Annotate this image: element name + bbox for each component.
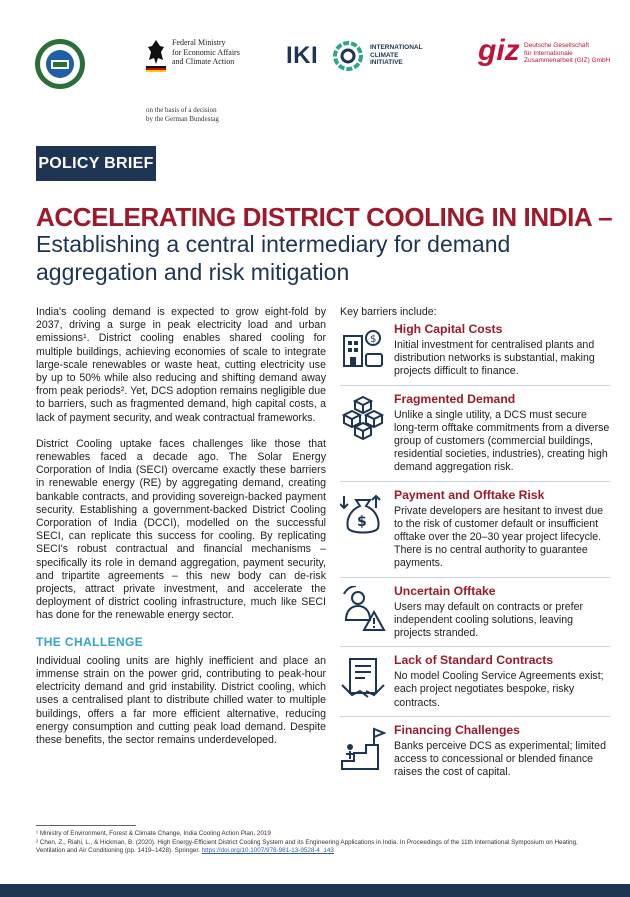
barrier-title: Payment and Offtake Risk <box>394 487 545 502</box>
state-seal-logo <box>34 38 86 90</box>
iki-logo <box>286 40 436 76</box>
subtitle: Establishing a central intermediary for demand aggregation and risk mitigation <box>36 231 511 285</box>
barrier-text: Initial investment for centralised plants and distribution networks is substantial, making projects difficult to finance. <box>394 339 595 378</box>
giz-line: Zusammenarbeit (GIZ) GmbH <box>524 57 611 64</box>
barrier-text: Private developers are hesitant to invest due to the risk of customer default or insufficient offtake over the 20–30 year project lifecycle. There is no central authority to guarantee payments. <box>394 504 604 570</box>
barrier-title: High Capital Costs <box>394 322 503 336</box>
barrier-item <box>340 584 610 648</box>
footnote-rule <box>36 825 136 826</box>
barrier-item <box>340 723 610 786</box>
challenge-paragraph: Individual cooling units are highly inefficient and place an immense strain on the power grid, contributing to peak-hour electricity demand and grid instability. District cooling, which uses a centralised plant to distribute chilled water to multiple buildings, offers a far more efficient alternative, reducing energy consumption and cutting peak load demand. Despite these benefits, the sector remains underdeveloped. <box>36 654 326 747</box>
barrier-text: Unlike a single utility, a DCS must secure long-term offtake commitments from a diverse group of customers (commercial buildings, residential societies, industries), creating high demand aggregation risk. <box>394 408 610 474</box>
svg-text:$: $ <box>370 334 377 345</box>
giz-line: Deutsche Gesellschaft <box>524 42 590 49</box>
stairs-flag-icon <box>340 725 386 771</box>
iki-line: CLIMATE <box>370 51 399 59</box>
giz-logo <box>478 34 618 74</box>
bmwk-sub-line: by the German Bundestag <box>146 115 219 123</box>
barrier-item <box>340 653 610 717</box>
seci-paragraph: District Cooling uptake faces challenges like those that renewables faced a decade ago. The Solar Energy Corporation of India (SECI) overcame exactly these barriers in renewable energy (RE) by aggregating demand, creating bankable contracts, and providing sovereign-backed payment security. Establishing a government-backed District Cooling Corporation of India (DCCI), modelled on the successful SECI, can replicate this success for cooling. By replicating SECI's robust contractual and financial mechanisms – specifically its role in demand aggregation, payment security, and tripartite agreements – this new body can de-risk projects, attract private investment, and accelerate the deployment of district cooling infrastructure, much like SECI has done for the renewable energy sector. <box>36 437 326 622</box>
barrier-item <box>340 392 610 482</box>
cubes-icon <box>340 394 386 440</box>
contract-icon <box>340 655 386 701</box>
barrier-title: Uncertain Offtake <box>394 583 496 598</box>
right-column <box>340 306 610 791</box>
bmwk-line: and Climate Action <box>172 57 235 66</box>
iki-ring-icon <box>332 40 364 72</box>
person-warning-icon <box>340 586 386 632</box>
barrier-text: No model Cooling Service Agreements exist; each project negotiates bespoke, risky contracts. <box>394 670 604 709</box>
iki-wordmark: IKI <box>286 42 319 69</box>
barriers-intro: Key barriers include: <box>340 306 437 318</box>
bmwk-line: Federal Ministry <box>172 38 226 47</box>
footnotes <box>36 830 606 856</box>
barrier-text: Banks perceive DCS as experimental; limited access to concessional or blended finance raises the cost of capital. <box>394 739 606 779</box>
logo-row <box>0 28 630 128</box>
bmwk-sub-line: on the basis of a decision <box>146 106 217 114</box>
barrier-item <box>340 488 610 578</box>
footnote-1: ¹ Ministry of Environment, Forest & Climate Change, India Cooling Action Plan, 2019 <box>36 830 271 837</box>
svg-text:$: $ <box>357 513 367 530</box>
iki-line: INTERNATIONAL <box>370 44 423 51</box>
barrier-text: Users may default on contracts or prefer independent cooling solutions, leaving projects stranded. <box>394 600 584 640</box>
main-title: ACCELERATING DISTRICT COOLING IN INDIA – <box>36 202 613 232</box>
intro-paragraph: India's cooling demand is expected to grow eight-fold by 2037, driving a surge in peak electricity load and urban emissions¹. District cooling enables shared cooling for multiple buildings, achieving economies of scale to integrate large-scale renewables or waste heat, cutting electricity use by up to 50% while also reducing and shifting demand away from peak periods². Yet, DCS adoption remains negligible due to barriers, such as fragmented demand, high capital costs, a lack of payment security, and weak contractual frameworks. <box>36 306 326 424</box>
barrier-title: Fragmented Demand <box>394 391 516 406</box>
iki-line: INITIATIVE <box>370 59 403 66</box>
footnote-2-text: ² Chen, Z., Riahi, L., & Hickman, B. (2020). High Energy-Efficient District Cooling System and its Engineering Applications in India. In Proceedings of the 11th International Symposium on Heating, Ventilation and Air Conditioning (pp. 1419–1428). Springer. <box>36 838 578 854</box>
eagle-icon <box>146 38 166 74</box>
challenge-heading: THE CHALLENGE <box>36 634 144 649</box>
barrier-title: Financing Challenges <box>394 722 520 737</box>
building-money-icon <box>340 324 386 370</box>
giz-line: für Internationale <box>524 49 573 57</box>
left-column <box>36 306 326 760</box>
policy-brief-badge: POLICY BRIEF <box>36 146 156 181</box>
giz-wordmark: giz <box>478 34 520 67</box>
money-bag-icon <box>340 490 386 536</box>
barrier-title: Lack of Standard Contracts <box>394 653 554 668</box>
footnote-2 <box>36 839 606 856</box>
doi-link[interactable]: https://doi.org/10.1007/978-981-13-9528-4_143 <box>201 847 334 854</box>
barrier-item <box>340 322 610 386</box>
bottom-bar <box>0 884 630 897</box>
bmwk-line: for Economic Affairs <box>172 47 240 57</box>
